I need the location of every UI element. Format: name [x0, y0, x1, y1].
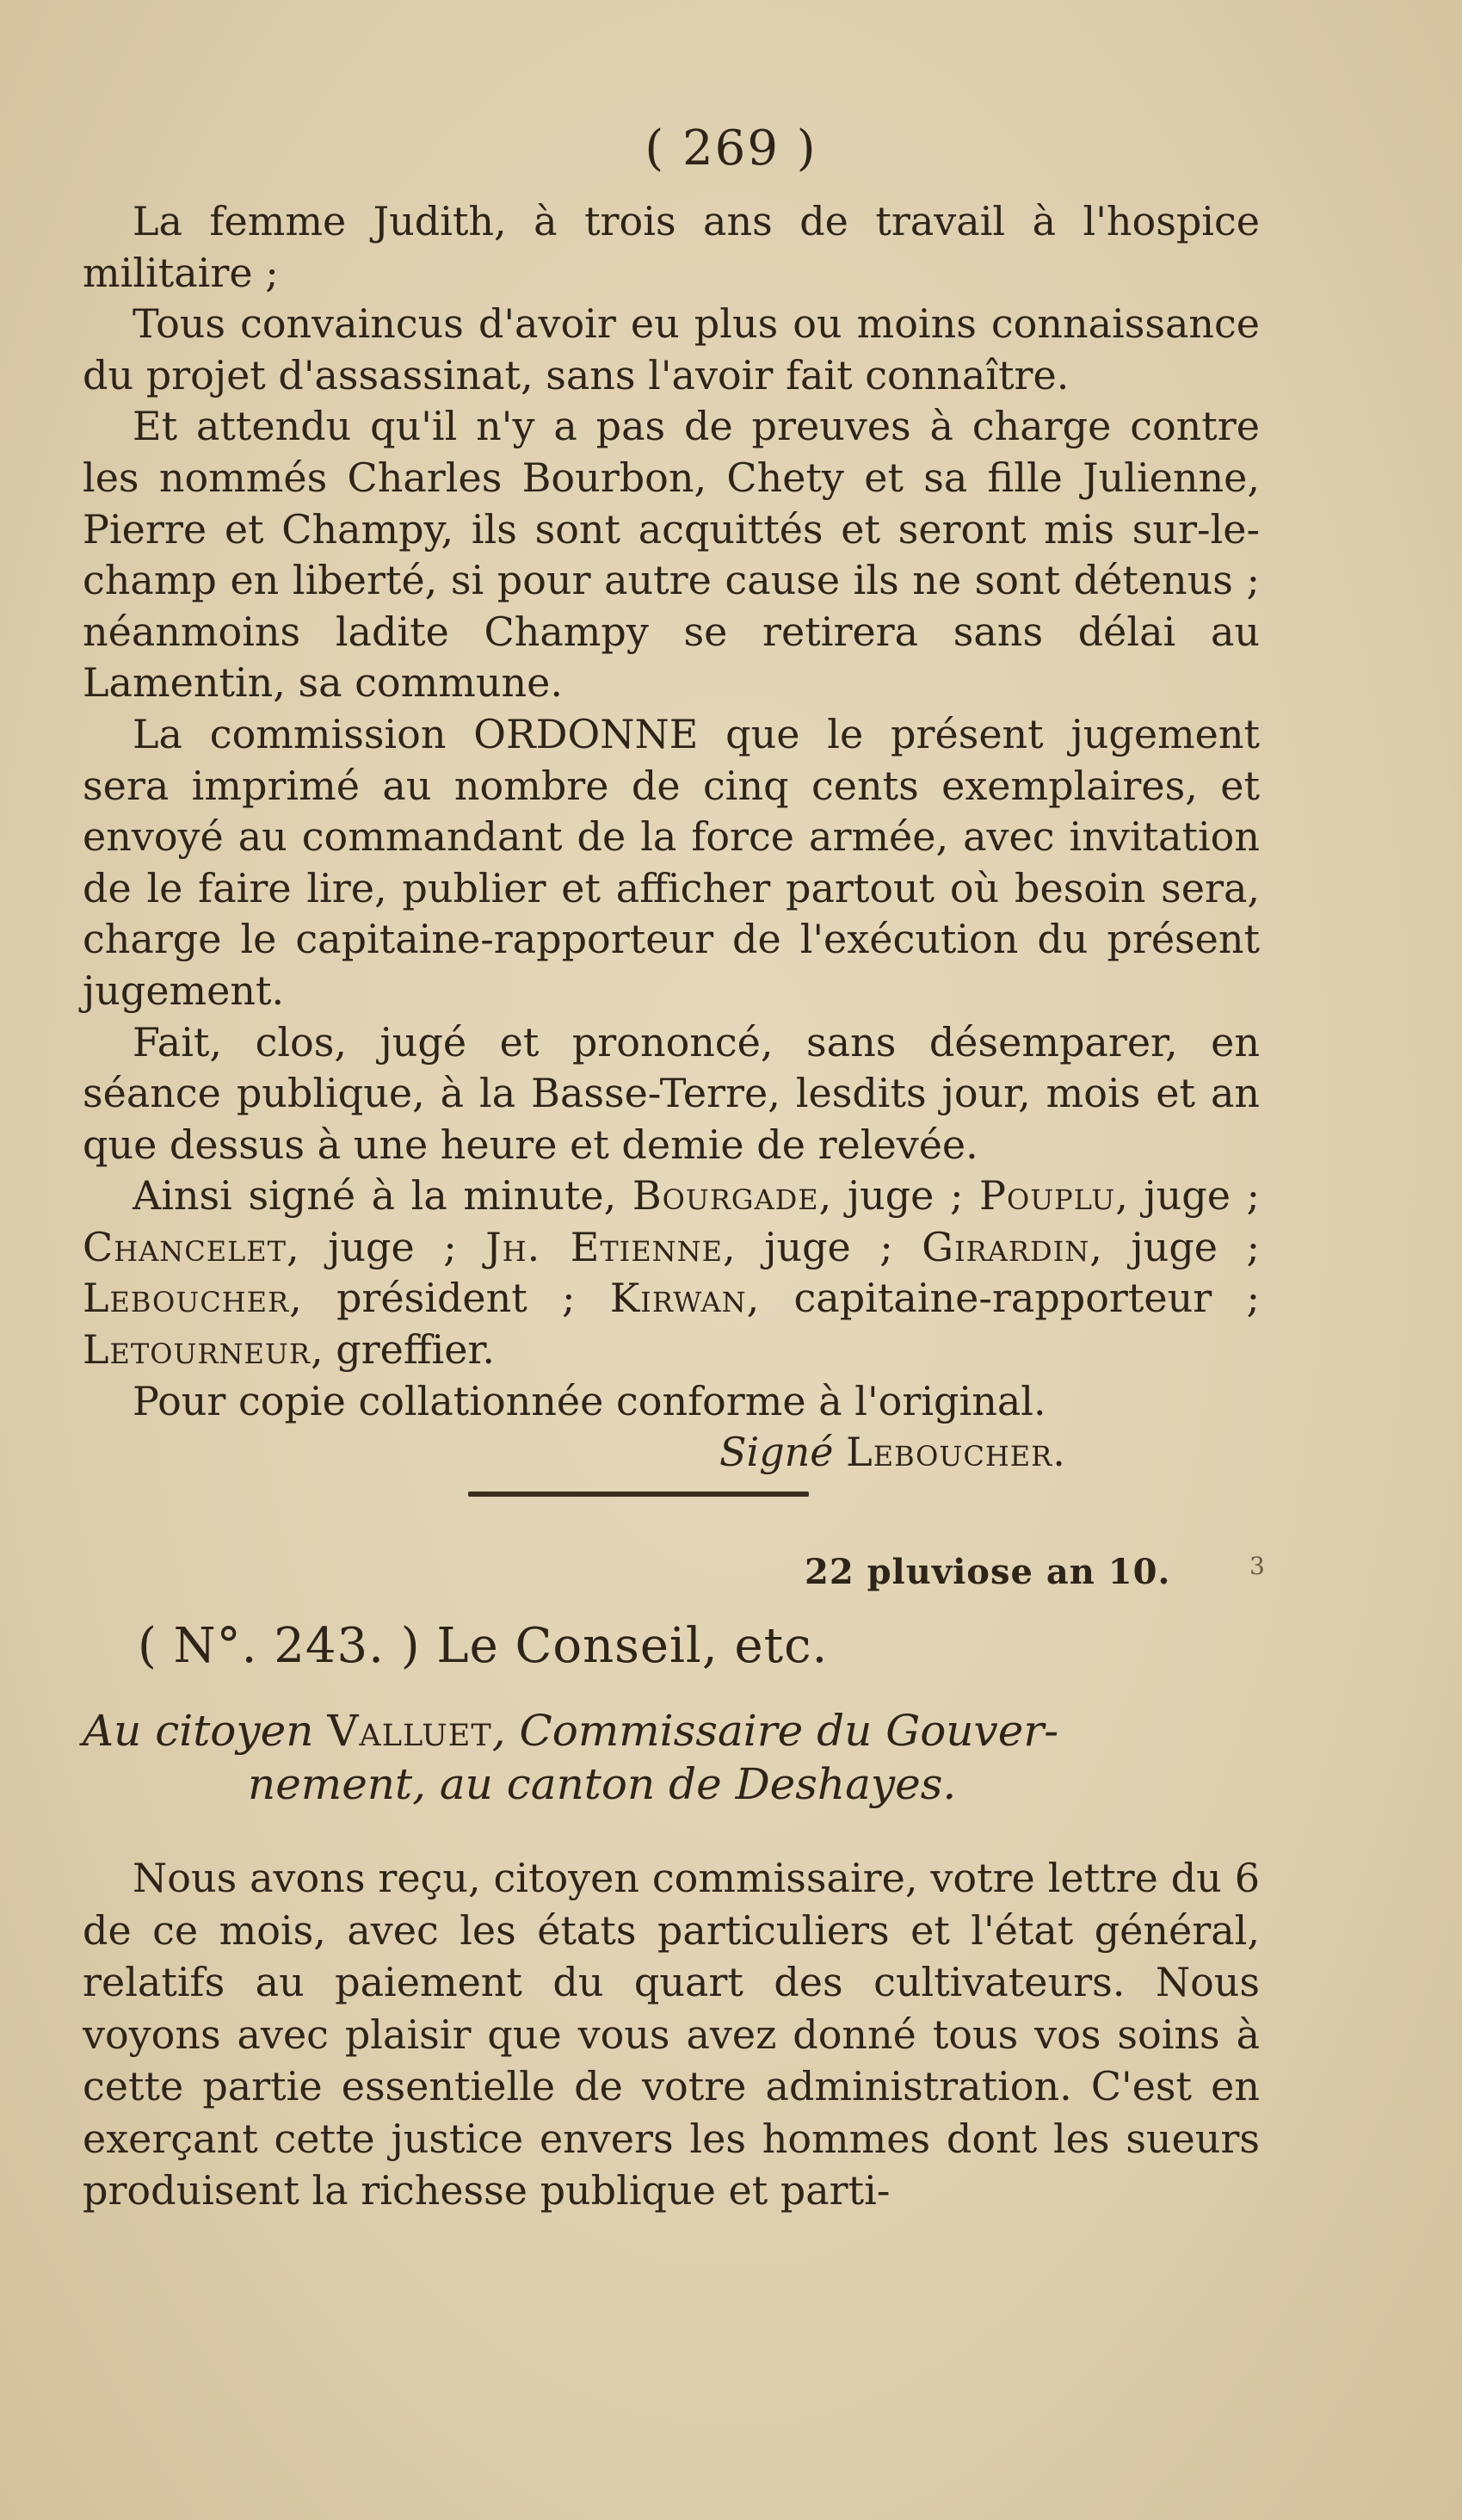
paragraph: Tous convaincus d'avoir eu plus ou moins connaissance du projet d'assassinat, sans l'avoir fait connaître.	[83, 300, 1260, 398]
judgment-text	[83, 196, 1260, 1479]
recipient-name: Valluet	[327, 1706, 492, 1756]
entry-heading: ( N°. 243. ) Le Conseil, etc.	[138, 1618, 829, 1674]
paragraph: La commission ORDONNE que le présent jugement sera imprimé au nombre de cinq cents exemplaires, et envoyé au commandant de la force armée, avec invitation de le faire lire, publier et afficher partout où besoin sera, charge le capitaine-rapporteur de l'exécution du présent jugement.	[83, 710, 1260, 1014]
address-prefix: Au citoyen	[83, 1706, 328, 1756]
copy-line: Pour copie collationnée conforme à l'original.	[133, 1377, 1046, 1424]
signatory-name: Bourgade	[632, 1172, 819, 1220]
letter-body	[83, 1852, 1260, 2217]
section-divider	[468, 1492, 809, 1497]
paragraph: Fait, clos, jugé et prononcé, sans désemparer, en séance publique, à la Basse-Terre, lesdits jour, mois et an que dessus à une heure et demie de relevée.	[83, 1018, 1260, 1168]
signatory-role: , juge ;	[1089, 1223, 1261, 1270]
signatory-role: , capitaine-rapporteur ;	[746, 1275, 1260, 1322]
signatory-name: Chancelet	[83, 1223, 287, 1270]
signatory-name: Pouplu	[979, 1172, 1116, 1220]
signatures-paragraph	[83, 1170, 1260, 1375]
address-line-2: nement, au canton de Deshayes.	[248, 1759, 957, 1809]
address-title: , Commissaire du Gouver-	[491, 1706, 1059, 1756]
entry-date: 22 pluviose an 10.	[805, 1552, 1171, 1592]
address-line-1	[83, 1704, 1262, 1757]
signatures-intro: Ainsi signé à la minute,	[133, 1172, 632, 1220]
signatory-role: , greffier.	[310, 1326, 496, 1374]
signed-label: Signé	[719, 1429, 847, 1476]
paragraph: Et attendu qu'il n'y a pas de preuves à charge contre les nommés Charles Bourbon, Chety et sa fille Julienne, Pierre et Champy, ils sont acquittés et seront mis sur-le-champ en liberté, si pour autre cause ils ne sont détenus ; néanmoins ladite Champy se retirera sans délai au Lamentin, sa commune.	[83, 403, 1260, 707]
signatory-role: , président ;	[289, 1275, 610, 1322]
signatory-role: , juge ;	[818, 1172, 980, 1220]
signatory-name: Leboucher	[83, 1275, 290, 1322]
signed-line	[83, 1427, 1260, 1479]
signatory-name: Kirwan	[609, 1275, 747, 1322]
signed-name: Leboucher.	[846, 1429, 1066, 1476]
signatory-role: , juge ;	[723, 1223, 922, 1270]
paragraph: La femme Judith, à trois ans de travail à l'hospice militaire ;	[83, 198, 1260, 296]
signatory-role: , juge ;	[1115, 1172, 1261, 1220]
signatory-name: Girardin	[922, 1223, 1090, 1270]
margin-mark: 3	[1249, 1552, 1265, 1580]
signatory-role: , juge ;	[287, 1223, 486, 1270]
letter-address	[83, 1704, 1262, 1811]
signatory-name: Letourneur	[83, 1326, 311, 1374]
signatory-name: Jh. Etienne	[485, 1223, 724, 1270]
page-number: ( 269 )	[645, 120, 817, 176]
letter-paragraph: Nous avons reçu, citoyen commissaire, votre lettre du 6 de ce mois, avec les états particuliers et l'état général, relatifs au paiement du quart des cultivateurs. Nous voyons avec plaisir que vous avez donné tous vos soins à cette partie essentielle de votre administration. C'est en exerçant cette justice envers les hommes dont les sueurs produisent la richesse publique et parti-	[83, 1855, 1260, 2214]
